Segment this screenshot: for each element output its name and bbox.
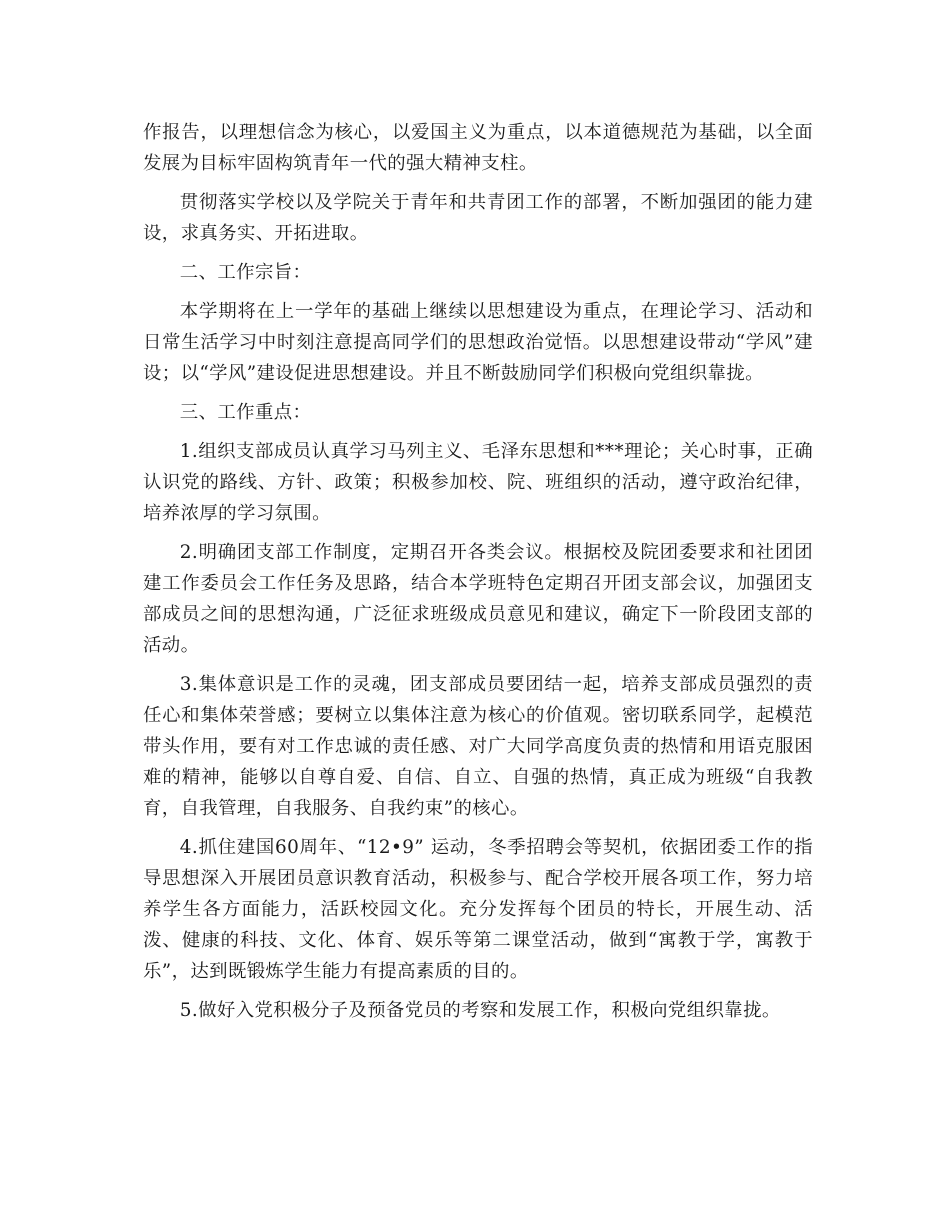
- document-page: [143, 117, 813, 1034]
- section-heading-purpose: 二、工作宗旨：: [179, 262, 312, 283]
- section-heading-focus: 三、工作重点：: [179, 402, 312, 423]
- focus-item-1: 1.组织支部成员认真学习马列主义、毛泽东思想和***理论；关心时事，正确认识党的路线、方针、政策；积极参加校、院、班组织的活动，遵守政治纪律，培养浓厚的学习氛围。: [143, 441, 813, 524]
- focus-item-2: 2.明确团支部工作制度，定期召开各类会议。根据校及院团委要求和社团团建工作委员会工作任务及思路，结合本学班特色定期召开团支部会议，加强团支部成员之间的思想沟通，广泛征求班级成员意见和建议，确定下一阶段团支部的活动。: [143, 542, 813, 656]
- focus-item-5: 5.做好入党积极分子及预备党员的考察和发展工作，积极向党组织靠拢。: [179, 1000, 781, 1021]
- paragraph-2: 贯彻落实学校以及学院关于青年和共青团工作的部署，不断加强团的能力建设，求真务实、开拓进取。: [143, 192, 813, 244]
- paragraph-purpose: 本学期将在上一学年的基础上继续以思想建设为重点，在理论学习、活动和日常生活学习中时刻注意提高同学们的思想政治觉悟。以思想建设带动“学风”建设；以“学风”建设促进思想建设。并且不断鼓励同学们积极向党组织靠拢。: [143, 301, 813, 384]
- focus-item-4: 4.抓住建国60周年、“12•9” 运动，冬季招聘会等契机，依据团委工作的指导思想深入开展团员意识教育活动，积极参与、配合学校开展各项工作，努力培养学生各方面能力，活跃校园文化。充分发挥每个团员的特长，开展生动、活泼、健康的科技、文化、体育、娱乐等第二课堂活动，做到“寓教于学，寓教于乐”，达到既锻炼学生能力有提高素质的目的。: [143, 837, 813, 982]
- paragraph-1: 作报告，以理想信念为核心，以爱国主义为重点，以本道德规范为基础，以全面发展为目标牢固构筑青年一代的强大精神支柱。: [143, 122, 813, 174]
- focus-item-3: 3.集体意识是工作的灵魂，团支部成员要团结一起，培养支部成员强烈的责任心和集体荣誉感；要树立以集体注意为核心的价值观。密切联系同学，起模范带头作用，要有对工作忠诚的责任感、对广大同学高度负责的热情和用语克服困难的精神，能够以自尊自爱、自信、自立、自强的热情，真正成为班级“自我教育，自我管理，自我服务、自我约束”的核心。: [143, 674, 813, 819]
